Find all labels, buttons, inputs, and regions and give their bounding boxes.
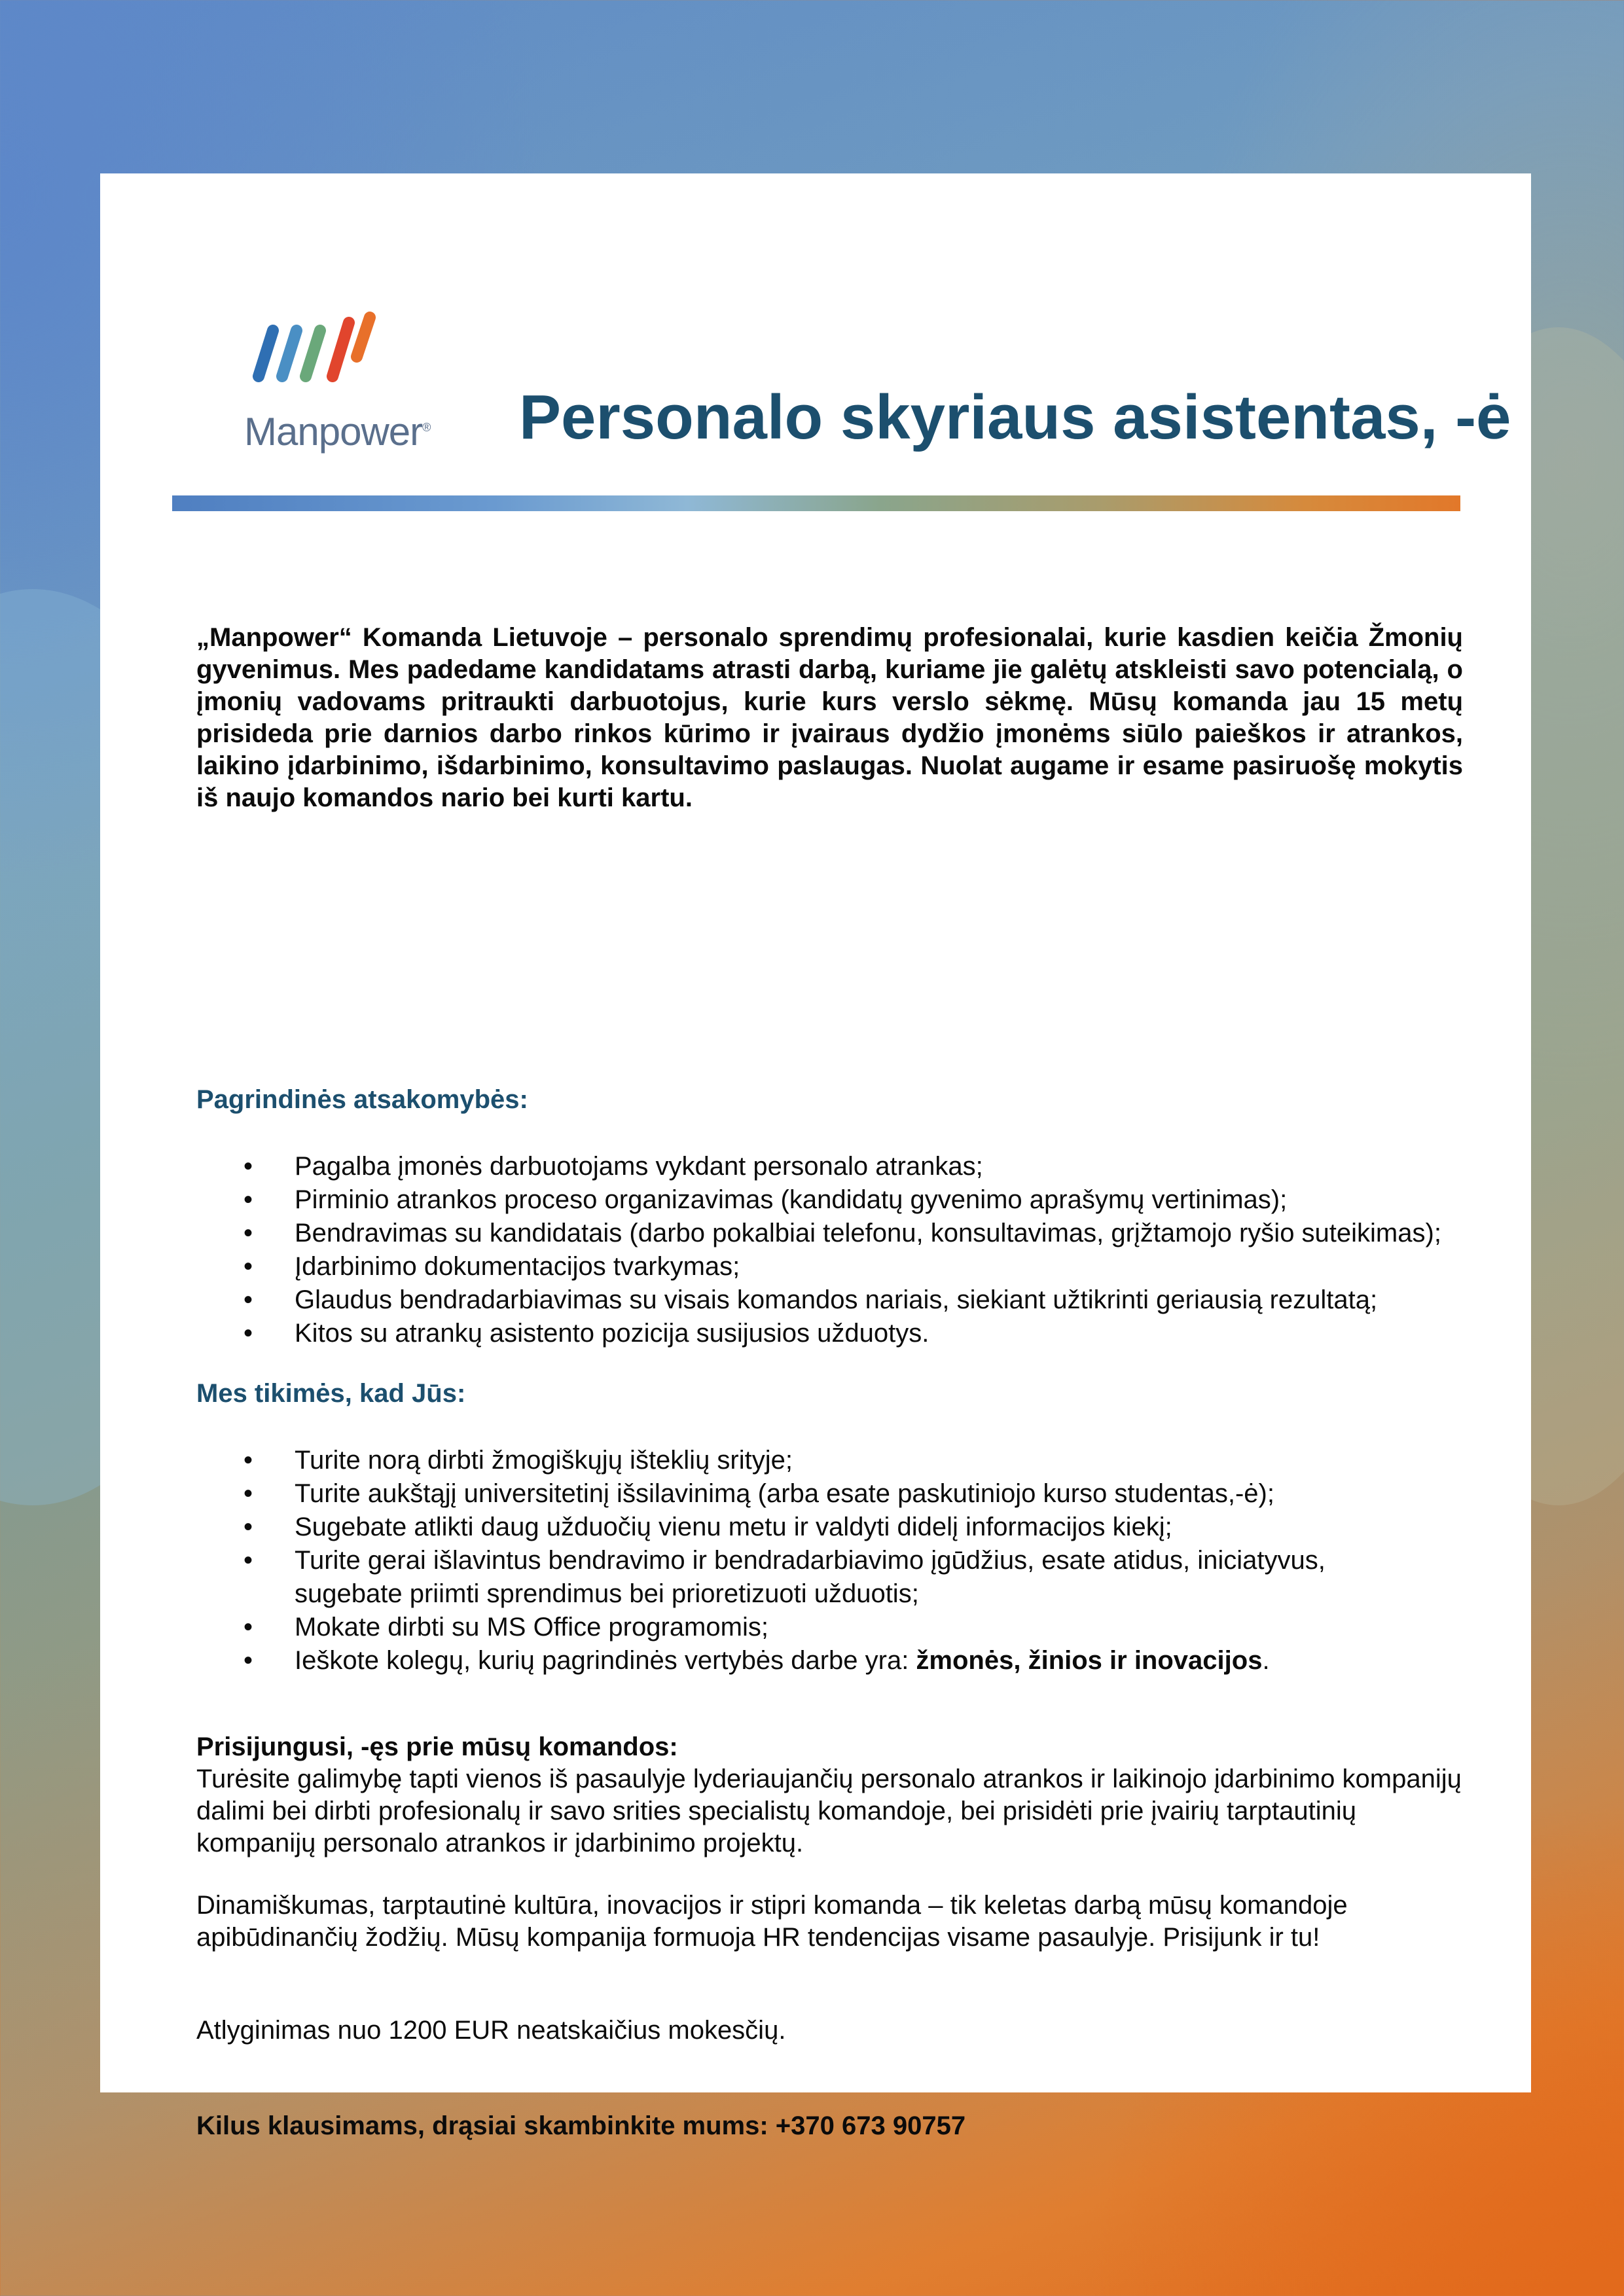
list-item: • Pirminio atrankos proceso organizavimas (kandidatų gyvenimo aprašymų vertinimas); xyxy=(196,1183,1519,1217)
job-title: Personalo skyriaus asistentas, -ė xyxy=(519,382,1511,452)
offer-paragraph-2: Dinamiškumas, tarptautinė kultūra, inovacijos ir stipri komanda – tik keletas darbą mūsų komandoje apibūdinančių žodžių. Mūsų kompanija formuoja HR tendencijas visame pasaulyje. Prisijunk ir tu! xyxy=(196,1891,1348,1952)
offer-paragraph-1: Turėsite galimybę tapti vienos iš pasaulyje lyderiaujančių personalo atrankos ir laikinojo įdarbinimo kompanijų dalimi bei dirbti profesionalų ir savo srities specialistų komandoje, bei prisidėti prie įvairių tarptautinių kompanijų personalo atrankos ir įdarbinimo projektų. xyxy=(196,1765,1462,1857)
manpower-stripes-icon xyxy=(244,291,441,403)
list-item: • Pagalba įmonės darbuotojams vykdant personalo atrankas; xyxy=(196,1150,1519,1183)
stripe-1 xyxy=(259,331,273,376)
expectations-heading: Mes tikimės, kad Jūs: xyxy=(196,1379,466,1408)
list-item: • Turite norą dirbti žmogiškųjų išteklių srityje; xyxy=(196,1444,1519,1477)
list-item: • Mokate dirbti su MS Office programomis; xyxy=(196,1611,1519,1644)
list-item: • Turite gerai išlavintus bendravimo ir bendradarbiavimo įgūdžius, esate atidus, iniciatyvus, sugebate priimti sprendimus bei prioretizuoti užduotis; xyxy=(196,1544,1519,1611)
stripe-5 xyxy=(357,317,370,357)
list-item: • Glaudus bendradarbiavimas su visais komandos nariais, siekiant užtikrinti geriausią rezultatą; xyxy=(196,1283,1519,1317)
list-item: • Įdarbinimo dokumentacijos tvarkymas; xyxy=(196,1250,1519,1283)
list-item xyxy=(196,1644,1519,1677)
responsibilities-heading: Pagrindinės atsakomybės: xyxy=(196,1085,528,1114)
offer-heading: Prisijungusi, -ęs prie mūsų komandos: xyxy=(196,1732,678,1761)
manpower-logo xyxy=(244,291,441,455)
values-highlight: žmonės, žinios ir inovacijos xyxy=(916,1646,1263,1675)
list-item: • Bendravimas su kandidatais (darbo pokalbiai telefonu, konsultavimas, grįžtamojo ryšio suteikimas); xyxy=(196,1217,1519,1250)
stripe-2 xyxy=(282,331,297,376)
job-ad-sheet xyxy=(100,173,1531,2140)
responsibilities-list xyxy=(196,1150,1519,1350)
list-item: • Sugebate atlikti daug užduočių vienu metu ir valdyti didelį informacijos kiekį; xyxy=(196,1511,1519,1544)
contact-line: Kilus klausimams, drąsiai skambinkite mums: +370 673 90757 xyxy=(196,2111,966,2140)
list-item-text: Ieškote kolegų, kurių pagrindinės vertybės darbe yra: xyxy=(295,1646,916,1675)
expectations-list xyxy=(196,1444,1519,1677)
salary-line: Atlyginimas nuo 1200 EUR neatskaičius mokesčių. xyxy=(196,2016,786,2045)
list-item: • Kitos su atrankų asistento pozicija susijusios užduotys. xyxy=(196,1317,1519,1350)
title-divider xyxy=(172,495,1460,511)
logo-wordmark: Manpower® xyxy=(244,410,431,454)
list-item: • Turite aukštąjį universitetinį išsilavinimą (arba esate paskutiniojo kurso studentas,-ė); xyxy=(196,1477,1519,1511)
stripe-4 xyxy=(333,323,349,376)
stripe-3 xyxy=(306,331,320,376)
company-intro: „Manpower“ Komanda Lietuvoje – personalo sprendimų profesionalai, kurie kasdien keičia Žmonių gyvenimus. Mes padedame kandidatams atrasti darbą, kuriame jie galėtų atskleisti savo potencialą, o įmonių vadovams pritraukti darbuotojus, kurie kurs verslo sėkmę. Mūsų komanda jau 15 metų prisideda prie darnios darbo rinkos kūrimo ir įvairaus dydžio įmonėms siūlo paieškos ir atrankos, laikino įdarbinimo, išdarbinimo, konsultavimo paslaugas. Nuolat augame ir esame pasiruošę mokytis iš naujo komandos nario bei kurti kartu. xyxy=(196,623,1463,812)
list-item-suffix: . xyxy=(1262,1646,1270,1675)
